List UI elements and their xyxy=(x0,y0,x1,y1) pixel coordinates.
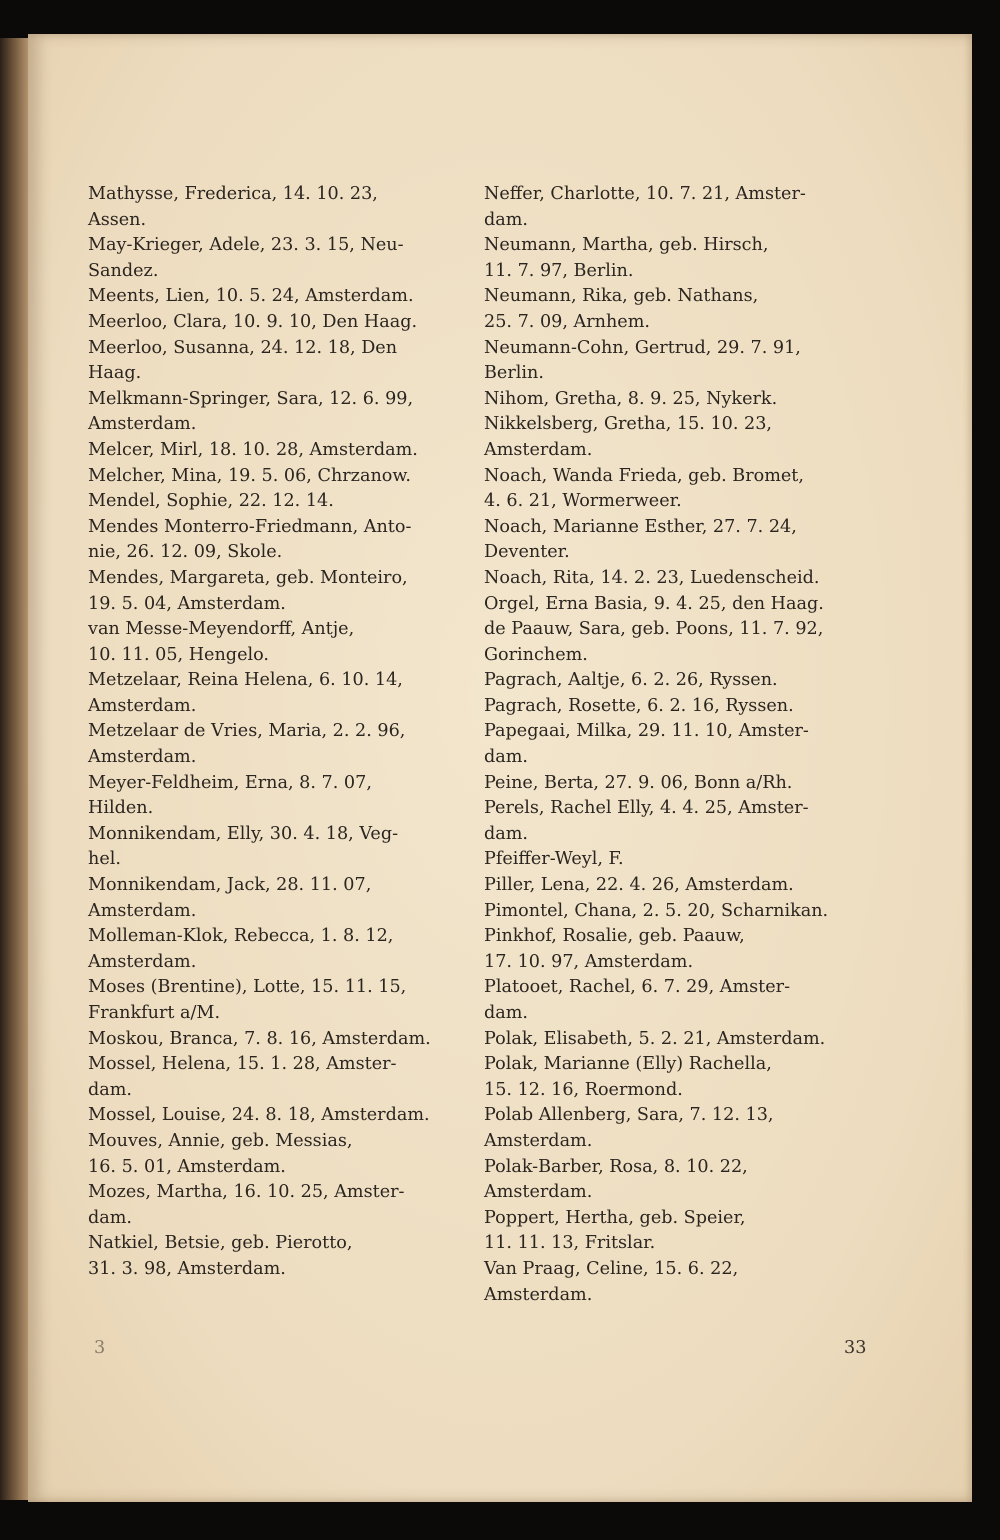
entry-line: Moskou, Branca, 7. 8. 16, Amsterdam. xyxy=(88,1028,431,1049)
entry-line: Neffer, Charlotte, 10. 7. 21, Amster- xyxy=(484,184,806,204)
entry-line: Amsterdam. xyxy=(484,1284,593,1305)
list-entry xyxy=(88,1129,468,1180)
entry-line: 19. 5. 04, Amsterdam. xyxy=(88,593,286,614)
entry-line: dam. xyxy=(484,209,529,230)
entry-line: Noach, Rita, 14. 2. 23, Luedenscheid. xyxy=(484,567,820,588)
list-entry xyxy=(484,694,869,720)
entry-line: de Paauw, Sara, geb. Poons, 11. 7. 92, xyxy=(484,619,824,640)
entry-line: Pagrach, Rosette, 6. 2. 16, Ryssen. xyxy=(484,695,794,716)
entry-line: Natkiel, Betsie, geb. Pierotto, xyxy=(88,1233,353,1254)
entry-line: Meents, Lien, 10. 5. 24, Amsterdam. xyxy=(88,286,414,307)
list-entry xyxy=(484,719,869,770)
entry-line: Platooet, Rachel, 6. 7. 29, Amster- xyxy=(484,977,791,998)
list-entry xyxy=(88,566,468,617)
page-number: 33 xyxy=(844,1338,867,1358)
entry-line: Melcher, Mina, 19. 5. 06, Chrzanow. xyxy=(88,465,411,486)
entry-line: 15. 12. 16, Roermond. xyxy=(484,1079,683,1100)
list-entry xyxy=(484,1257,869,1308)
list-entry xyxy=(484,284,869,335)
list-entry xyxy=(484,847,869,873)
entry-line: Assen. xyxy=(88,209,147,230)
list-entry xyxy=(88,182,468,233)
entry-line: Polab Allenberg, Sara, 7. 12. 13, xyxy=(484,1105,774,1126)
entry-line: 16. 5. 01, Amsterdam. xyxy=(88,1156,286,1177)
page-corner-mark: 3 xyxy=(94,1338,106,1358)
entry-line: 11. 7. 97, Berlin. xyxy=(484,260,634,281)
entry-line: Amsterdam. xyxy=(88,747,197,768)
entry-line: Amsterdam. xyxy=(484,439,593,460)
entry-line: Noach, Marianne Esther, 27. 7. 24, xyxy=(484,516,797,537)
list-entry xyxy=(484,464,869,515)
entry-line: Frankfurt a/M. xyxy=(88,1003,221,1023)
entry-line: Amsterdam. xyxy=(88,951,197,972)
list-entry xyxy=(88,489,468,515)
list-entry xyxy=(484,668,869,694)
entry-line: 25. 7. 09, Arnhem. xyxy=(484,311,650,332)
entry-line: Perels, Rachel Elly, 4. 4. 25, Amster- xyxy=(484,798,809,819)
entry-line: 11. 11. 13, Fritslar. xyxy=(484,1233,656,1254)
entry-line: Meyer-Feldheim, Erna, 8. 7. 07, xyxy=(88,772,372,793)
list-entry xyxy=(484,771,869,797)
entry-line: Mouves, Annie, geb. Messias, xyxy=(88,1130,353,1151)
entry-line: Monnikendam, Jack, 28. 11. 07, xyxy=(88,875,372,896)
entry-line: Gorinchem. xyxy=(484,644,588,665)
entry-line: Pfeiffer-Weyl, F. xyxy=(484,849,624,870)
list-entry xyxy=(484,387,869,413)
right-column xyxy=(484,182,869,1308)
list-entry xyxy=(88,975,468,1026)
entry-line: Mossel, Helena, 15. 1. 28, Amster- xyxy=(88,1054,397,1075)
entry-line: Neumann, Martha, geb. Hirsch, xyxy=(484,235,769,256)
entry-line: Orgel, Erna Basia, 9. 4. 25, den Haag. xyxy=(484,593,824,614)
entry-line: Papegaai, Milka, 29. 11. 10, Amster- xyxy=(484,721,809,742)
entry-line: Polak, Elisabeth, 5. 2. 21, Amsterdam. xyxy=(484,1028,826,1049)
entry-line: Amsterdam. xyxy=(88,900,197,921)
list-entry xyxy=(88,515,468,566)
list-entry xyxy=(88,233,468,284)
list-entry xyxy=(484,1027,869,1053)
entry-line: Noach, Wanda Frieda, geb. Bromet, xyxy=(484,465,804,486)
list-entry xyxy=(88,668,468,719)
entry-line: Poppert, Hertha, geb. Speier, xyxy=(484,1207,746,1228)
left-column xyxy=(88,182,468,1283)
entry-line: Mendes, Margareta, geb. Monteiro, xyxy=(88,567,408,588)
entry-line: Metzelaar de Vries, Maria, 2. 2. 96, xyxy=(88,721,406,742)
entry-line: Polak-Barber, Rosa, 8. 10. 22, xyxy=(484,1156,748,1177)
entry-line: May-Krieger, Adele, 23. 3. 15, Neu- xyxy=(88,235,404,256)
list-entry xyxy=(484,1155,869,1206)
entry-line: dam. xyxy=(88,1207,133,1228)
entry-line: Melkmann-Springer, Sara, 12. 6. 99, xyxy=(88,388,414,409)
entry-line: Melcer, Mirl, 18. 10. 28, Amsterdam. xyxy=(88,439,418,460)
list-entry xyxy=(484,566,869,592)
entry-line: dam. xyxy=(88,1079,133,1100)
list-entry xyxy=(88,873,468,924)
list-entry xyxy=(88,1231,468,1282)
entry-line: Haag. xyxy=(88,363,142,384)
entry-line: dam. xyxy=(484,1003,529,1023)
list-entry xyxy=(88,284,468,310)
list-entry xyxy=(484,617,869,668)
list-entry xyxy=(88,771,468,822)
list-entry xyxy=(484,336,869,387)
entry-line: Mendes Monterro-Friedmann, Anto- xyxy=(88,516,412,537)
entry-line: Neumann-Cohn, Gertrud, 29. 7. 91, xyxy=(484,337,801,358)
list-entry xyxy=(88,822,468,873)
list-entry xyxy=(88,310,468,336)
entry-line: Mozes, Martha, 16. 10. 25, Amster- xyxy=(88,1182,405,1203)
entry-line: Pagrach, Aaltje, 6. 2. 26, Ryssen. xyxy=(484,670,778,691)
entry-line: Amsterdam. xyxy=(88,414,197,435)
entry-line: 4. 6. 21, Wormerweer. xyxy=(484,491,682,512)
entry-line: van Messe-Meyendorff, Antje, xyxy=(88,619,355,640)
entry-line: Hilden. xyxy=(88,798,154,819)
entry-line: Peine, Berta, 27. 9. 06, Bonn a/Rh. xyxy=(484,772,793,793)
list-entry xyxy=(88,1103,468,1129)
entry-line: Sandez. xyxy=(88,260,159,281)
list-entry xyxy=(484,233,869,284)
entry-line: Deventer. xyxy=(484,542,570,563)
entry-line: Nikkelsberg, Gretha, 15. 10. 23, xyxy=(484,414,773,435)
entry-line: Neumann, Rika, geb. Nathans, xyxy=(484,286,759,307)
entry-line: Mossel, Louise, 24. 8. 18, Amsterdam. xyxy=(88,1105,430,1126)
entry-line: Monnikendam, Elly, 30. 4. 18, Veg- xyxy=(88,823,399,844)
entry-line: Moses (Brentine), Lotte, 15. 11. 15, xyxy=(88,977,407,998)
list-entry xyxy=(484,592,869,618)
list-entry xyxy=(484,1103,869,1154)
entry-line: Berlin. xyxy=(484,363,544,384)
book-binding-edge xyxy=(0,38,28,1500)
entry-line: Amsterdam. xyxy=(484,1182,593,1203)
list-entry xyxy=(88,336,468,387)
list-entry xyxy=(88,387,468,438)
list-entry xyxy=(484,182,869,233)
list-entry xyxy=(484,1052,869,1103)
entry-line: 31. 3. 98, Amsterdam. xyxy=(88,1258,286,1279)
entry-line: Pimontel, Chana, 2. 5. 20, Scharnikan. xyxy=(484,900,829,921)
list-entry xyxy=(88,617,468,668)
list-entry xyxy=(88,719,468,770)
entry-line: dam. xyxy=(484,823,529,844)
list-entry xyxy=(88,1027,468,1053)
list-entry xyxy=(484,975,869,1026)
entry-line: Meerloo, Susanna, 24. 12. 18, Den xyxy=(88,337,398,358)
entry-line: Metzelaar, Reina Helena, 6. 10. 14, xyxy=(88,670,403,691)
list-entry xyxy=(484,1206,869,1257)
entry-line: nie, 26. 12. 09, Skole. xyxy=(88,542,283,563)
list-entry xyxy=(484,412,869,463)
list-entry xyxy=(484,515,869,566)
list-entry xyxy=(484,924,869,975)
entry-line: Amsterdam. xyxy=(484,1130,593,1151)
entry-line: 17. 10. 97, Amsterdam. xyxy=(484,951,694,972)
list-entry xyxy=(88,1052,468,1103)
entry-line: Mendel, Sophie, 22. 12. 14. xyxy=(88,491,334,512)
entry-line: Van Praag, Celine, 15. 6. 22, xyxy=(484,1258,739,1279)
list-entry xyxy=(88,438,468,464)
entry-line: 10. 11. 05, Hengelo. xyxy=(88,644,269,665)
entry-line: dam. xyxy=(484,747,529,768)
list-entry xyxy=(88,924,468,975)
entry-line: Meerloo, Clara, 10. 9. 10, Den Haag. xyxy=(88,311,418,332)
list-entry xyxy=(484,899,869,925)
entry-line: Piller, Lena, 22. 4. 26, Amsterdam. xyxy=(484,875,794,896)
entry-line: hel. xyxy=(88,849,121,870)
list-entry xyxy=(88,1180,468,1231)
entry-line: Pinkhof, Rosalie, geb. Paauw, xyxy=(484,926,745,947)
entry-line: Amsterdam. xyxy=(88,695,197,716)
list-entry xyxy=(484,796,869,847)
book-page xyxy=(28,34,972,1502)
list-entry xyxy=(484,873,869,899)
entry-line: Nihom, Gretha, 8. 9. 25, Nykerk. xyxy=(484,388,778,409)
entry-line: Polak, Marianne (Elly) Rachella, xyxy=(484,1054,772,1075)
entry-line: Molleman-Klok, Rebecca, 1. 8. 12, xyxy=(88,926,394,947)
entry-line: Mathysse, Frederica, 14. 10. 23, xyxy=(88,184,378,204)
list-entry xyxy=(88,464,468,490)
